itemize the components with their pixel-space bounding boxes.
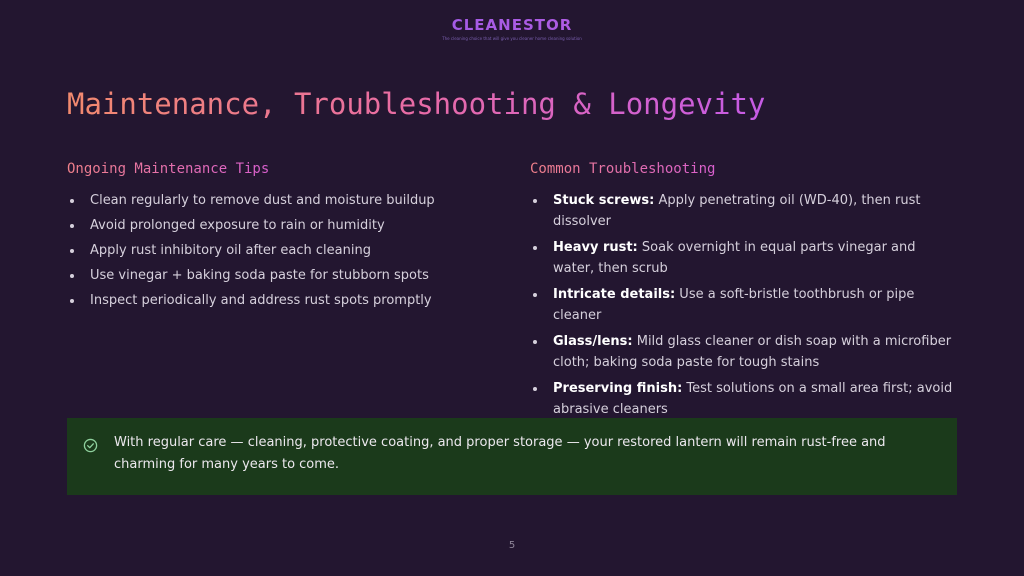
longevity-callout (67, 418, 957, 495)
troubleshooting-list (530, 190, 960, 420)
list-item: Inspect periodically and address rust spots promptly (67, 290, 497, 311)
list-item: Apply rust inhibitory oil after each cleaning (67, 240, 497, 261)
item-term: Intricate details: (553, 287, 676, 302)
list-item: Avoid prolonged exposure to rain or humidity (67, 215, 497, 236)
item-text: Mild glass cleaner or dish soap with a microfiber cloth; baking soda paste for tough stains (553, 334, 952, 370)
list-item: Use vinegar + baking soda paste for stubborn spots (67, 265, 497, 286)
item-text: Apply penetrating oil (WD-40), then rust dissolver (553, 193, 921, 229)
page-number: 5 (508, 540, 516, 551)
maintenance-tips-heading: Ongoing Maintenance Tips (67, 158, 269, 180)
item-text: Test solutions on a small area first; avoid abrasive cleaners (553, 381, 953, 417)
logo (0, 15, 1024, 42)
item-term: Stuck screws: (553, 193, 655, 208)
list-item (530, 237, 960, 279)
maintenance-tips-list (67, 190, 497, 311)
list-item (530, 378, 960, 420)
callout-text: With regular care — cleaning, protective coating, and proper storage — your restored lantern will remain rust-free and charming for many years to come. (114, 435, 886, 472)
item-text: Use a soft-bristle toothbrush or pipe cleaner (553, 287, 915, 323)
logo-tagline: The cleaning choice that will give you cleaner home cleaning solution (442, 36, 582, 41)
troubleshooting-section (530, 158, 960, 425)
item-term: Glass/lens: (553, 334, 633, 349)
troubleshooting-heading: Common Troubleshooting (530, 158, 715, 180)
item-text: Soak overnight in equal parts vinegar and water, then scrub (553, 240, 916, 276)
check-circle-icon (83, 438, 98, 453)
item-term: Preserving finish: (553, 381, 683, 396)
list-item (530, 190, 960, 232)
page-title: Maintenance, Troubleshooting & Longevity (67, 84, 765, 124)
list-item (530, 331, 960, 373)
maintenance-tips-section (67, 158, 497, 315)
logo-wordmark: CLEANESTOR (0, 15, 1024, 35)
list-item (530, 284, 960, 326)
item-term: Heavy rust: (553, 240, 638, 255)
list-item: Clean regularly to remove dust and moisture buildup (67, 190, 497, 211)
